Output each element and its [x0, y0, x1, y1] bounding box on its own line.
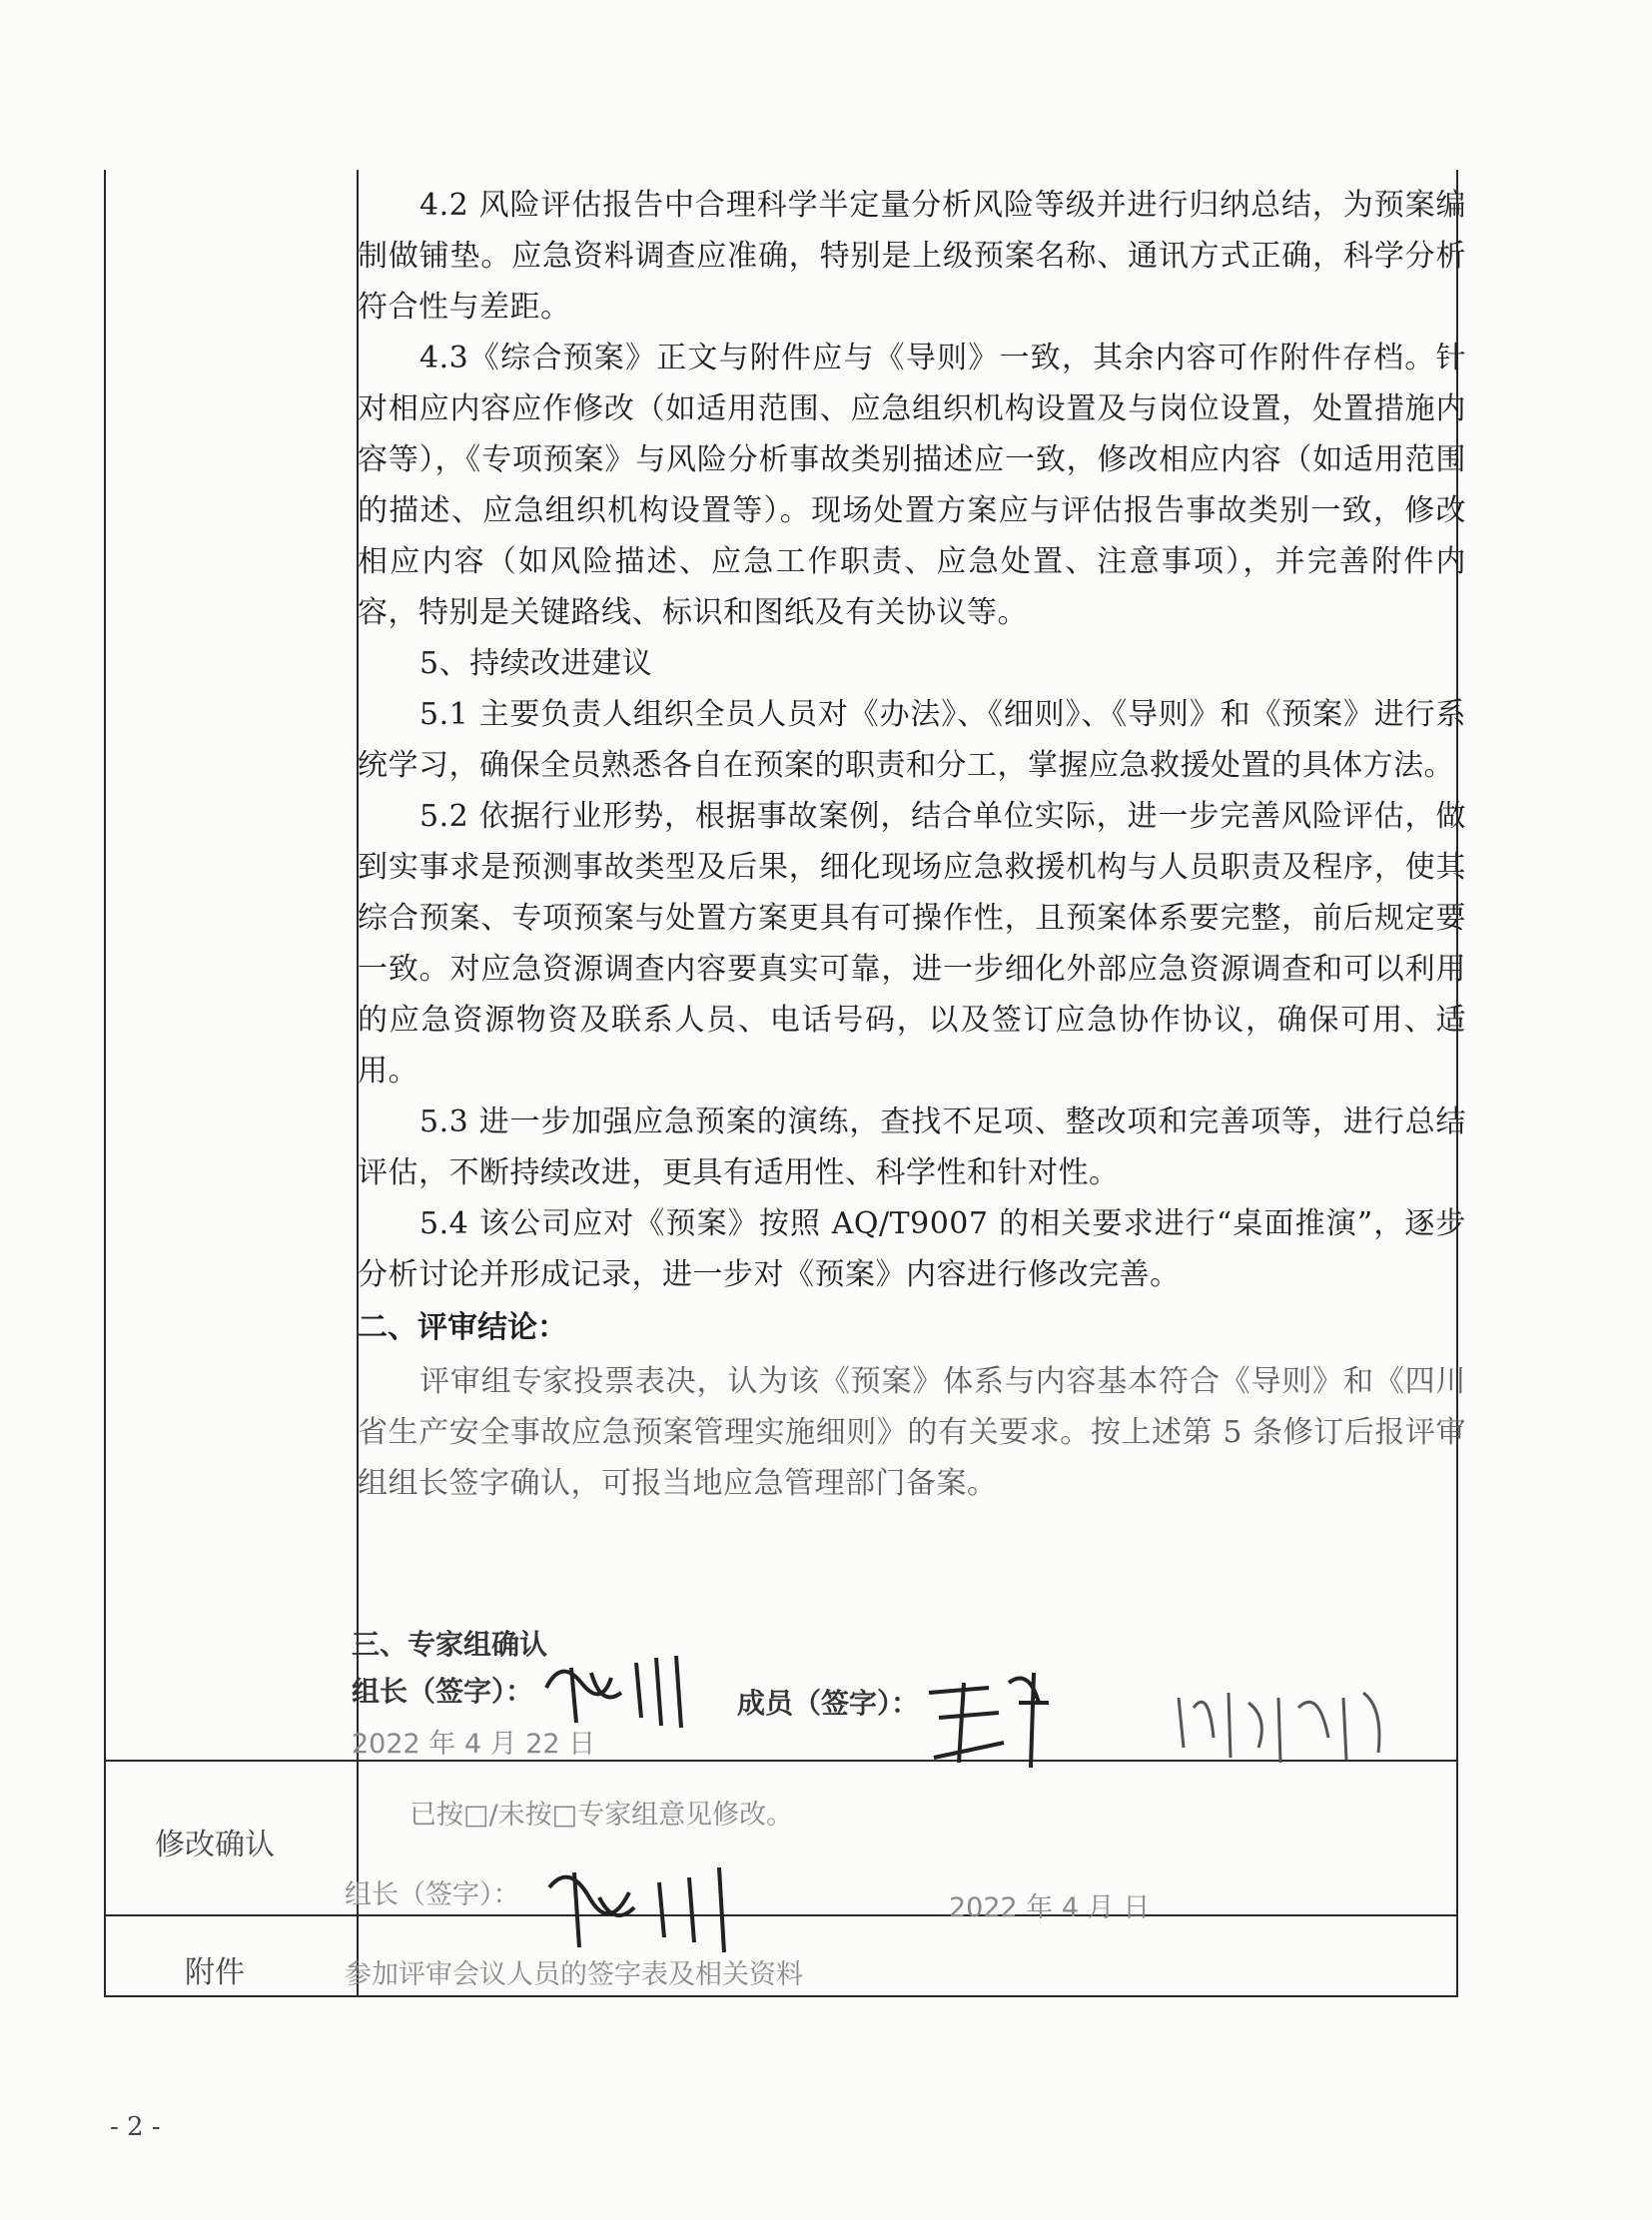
- page-number: - 2 -: [110, 2112, 161, 2142]
- section-5-heading: 5、持续改进建议: [419, 646, 653, 681]
- paragraph-4-3: 4.3《综合预案》正文与附件应与《导则》一致，其余内容可作附件存档。针对相应内容应作修改（如适用范围、应急组织机构设置及与岗位设置，处置措施内容等），《专项预案》与风险分析事故类别描述应一致，修改相应内容（如适用范围的描述、应急组织机构设置等）。现场处置方案应与评估报告事故类别一致，修改相应内容（如风险描述、应急工作职责、应急处置、注意事项），并完善附件内容，特别是关键路线、标识和图纸及有关协议等。: [358, 341, 1466, 630]
- modify-leader-signature: [539, 1857, 759, 1957]
- member-signature-1: [919, 1663, 1069, 1773]
- leader-sign-label: 组长（签字）：: [352, 1675, 534, 1708]
- modify-leader-label: 组长（签字）：: [345, 1879, 520, 1910]
- attachment-text: 参加评审会议人员的签字表及相关资料: [345, 1959, 803, 1990]
- member-signature-2: [1169, 1678, 1408, 1768]
- modify-date: 2022 年 4 月 日: [949, 1892, 1151, 1923]
- conclusion-text: 评审组专家投票表决，认为该《预案》体系与内容基本符合《导则》和《四川省生产安全事故应急预案管理实施细则》的有关要求。按上述第 5 条修订后报评审组组长签字确认，可报当地应急管理部门备案。: [358, 1364, 1466, 1501]
- attachment-label: 附件: [185, 1955, 245, 1990]
- table-bottom-border: [104, 1995, 1458, 1997]
- member-sign-label: 成员（签字）：: [737, 1687, 920, 1720]
- paragraph-4-2: 4.2 风险评估报告中合理科学半定量分析风险等级并进行归纳总结，为预案编制做铺垫。应急资料调查应准确，特别是上级预案名称、通讯方式正确，科学分析符合性与差距。: [358, 188, 1466, 325]
- modify-status-line: 已按□/未按□专家组意见修改。: [410, 1800, 794, 1831]
- review-opinion-body: [358, 180, 1466, 1509]
- table-left-border: [104, 170, 106, 1997]
- experts-date: 2022 年 4 月 22 日: [352, 1729, 596, 1760]
- row-divider-attachment: [104, 1914, 1458, 1916]
- paragraph-5-4: 5.4 该公司应对《预案》按照 AQ/T9007 的相关要求进行“桌面推演”，逐步分析讨论并形成记录，进一步对《预案》内容进行修改完善。: [358, 1206, 1466, 1292]
- leader-signature: [541, 1648, 701, 1728]
- paragraph-5-2: 5.2 依据行业形势，根据事故案例，结合单位实际，进一步完善风险评估，做到实事求是预测事故类型及后果，细化现场应急救援机构与人员职责及程序，使其综合预案、专项预案与处置方案更具有可操作性，且预案体系要完整，前后规定要一致。对应急资源调查内容要真实可靠，进一步细化外部应急资源调查和可以利用的应急资源物资及联系人员、电话号码，以及签订应急协作协议，确保可用、适用。: [358, 799, 1466, 1089]
- paragraph-5-1: 5.1 主要负责人组织全员人员对《办法》、《细则》、《导则》和《预案》进行系统学习，确保全员熟悉各自在预案的职责和分工，掌握应急救援处置的具体方法。: [358, 697, 1466, 783]
- modify-confirm-label: 修改确认: [155, 1828, 275, 1862]
- conclusion-heading: 二、评审结论：: [358, 1310, 567, 1345]
- experts-heading: 三、专家组确认: [352, 1628, 548, 1661]
- paragraph-5-3: 5.3 进一步加强应急预案的演练，查找不足项、整改项和完善项等，进行总结评估，不断持续改进，更具有适用性、科学性和针对性。: [358, 1105, 1466, 1190]
